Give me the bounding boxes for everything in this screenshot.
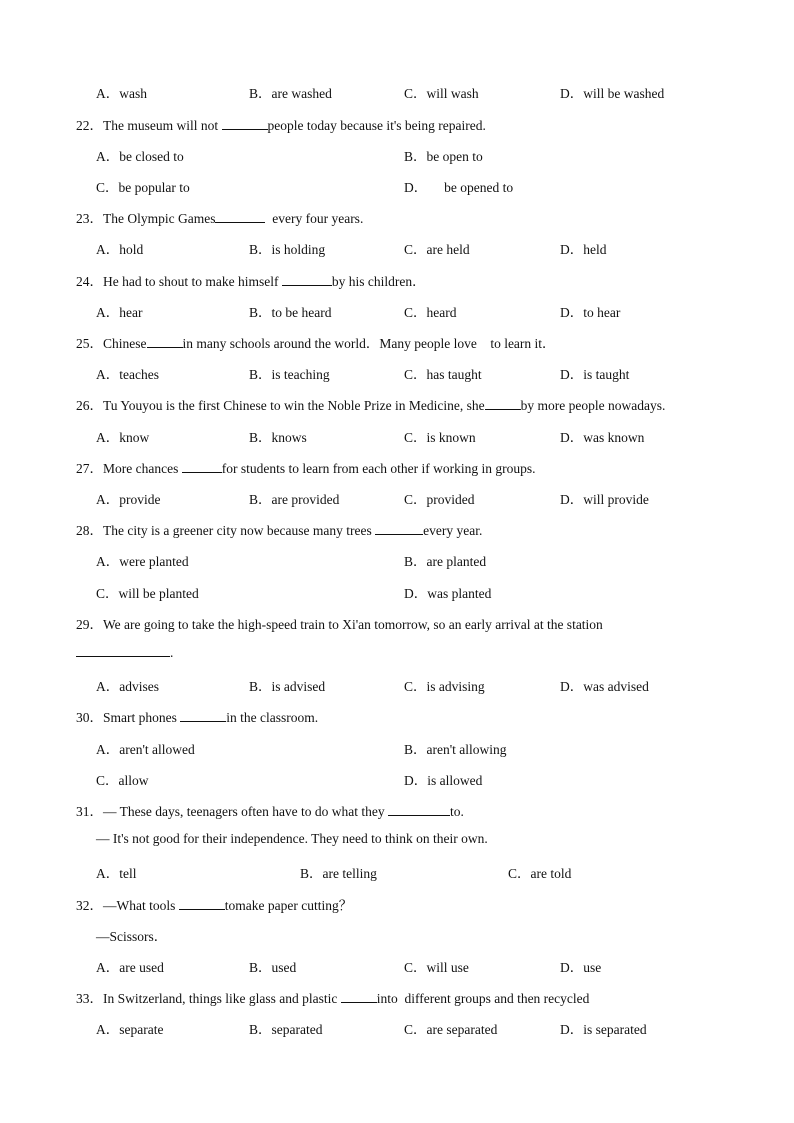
q31-text-pre: 31．— These days, teenagers often have to do what they: [76, 804, 389, 819]
q23-option-b: B．is holding: [249, 242, 326, 257]
q29-option-a: A．advises: [96, 679, 159, 694]
q24-text-post: by his children．: [331, 274, 426, 289]
q22-options-row2: [0, 176, 794, 196]
q21-options: [0, 82, 794, 102]
q30-option-b: B．aren't allowing: [404, 742, 507, 757]
q28-text-pre: 28．The city is a greener city now because many trees: [76, 523, 376, 538]
q25-option-c: C．has taught: [404, 367, 482, 382]
q25-option-a: A．teaches: [96, 367, 159, 382]
q30-options-row2: [0, 769, 794, 789]
q33-option-d: D．is separated: [560, 1022, 647, 1037]
q22-text-pre: 22．The museum will not: [76, 118, 222, 133]
q27-option-b: B．are provided: [249, 492, 340, 507]
q22-option-b: B．be open to: [404, 149, 483, 164]
q32-reply-text: —Scissors．: [96, 929, 168, 944]
q32-text-post: tomake paper cutting？: [224, 898, 353, 913]
q31-option-c: C．are told: [508, 866, 572, 881]
q23-text-post: every four years.: [265, 211, 364, 226]
q24-option-c: C．heard: [404, 305, 457, 320]
q22-option-a: A．be closed to: [96, 149, 184, 164]
q31-text-post: to.: [450, 804, 464, 819]
q33-option-b: B．separated: [249, 1022, 323, 1037]
q24-blank: [282, 273, 332, 286]
q29-option-d: D．was advised: [560, 679, 649, 694]
q32-option-d: D．use: [560, 960, 602, 975]
q32-blank: [179, 897, 225, 910]
q27-text-pre: 27．More chances: [76, 461, 182, 476]
q25-blank: [147, 335, 183, 348]
q32-option-b: B．used: [249, 960, 297, 975]
q32-option-a: A．are used: [96, 960, 164, 975]
q33-text-post: into different groups and then recycled: [376, 991, 590, 1006]
q32-option-c: C．will use: [404, 960, 469, 975]
q32-options: [0, 956, 794, 976]
q31-blank: [388, 803, 450, 816]
q26-stem: [0, 394, 794, 414]
q23-text-pre: 23．The Olympic Games: [76, 211, 216, 226]
q25-text-pre: 25．Chinese: [76, 336, 147, 351]
q31-option-b: B．are telling: [300, 866, 377, 881]
q22-options-row1: [0, 145, 794, 165]
q33-options: [0, 1018, 794, 1038]
q26-options: [0, 426, 794, 446]
q25-option-d: D．is taught: [560, 367, 630, 382]
q22-option-d: D． be opened to: [404, 180, 514, 195]
q33-option-c: C．are separated: [404, 1022, 498, 1037]
q21-option-b: B．are washed: [249, 86, 332, 101]
q29-text-post: .: [170, 645, 174, 660]
q22-blank: [222, 117, 268, 130]
q31-stem: [0, 800, 794, 820]
q26-option-a: A．know: [96, 430, 150, 445]
q29-blank: [76, 644, 170, 657]
q23-option-a: A．hold: [96, 242, 144, 257]
q27-stem: [0, 457, 794, 477]
q25-stem: [0, 332, 794, 352]
q33-stem: [0, 987, 794, 1007]
q26-option-d: D．was known: [560, 430, 645, 445]
q22-stem: [0, 114, 794, 134]
q28-blank: [375, 522, 423, 535]
q26-option-c: C．is known: [404, 430, 476, 445]
q23-stem: [0, 207, 794, 227]
q28-text-post: every year.: [423, 523, 483, 538]
q28-option-c: C．will be planted: [96, 586, 199, 601]
q32-text-pre: 32．—What tools: [76, 898, 179, 913]
q21-option-a: A．wash: [96, 86, 147, 101]
q30-option-c: C．allow: [96, 773, 149, 788]
q33-text-pre: 33．In Switzerland, things like glass and plastic: [76, 991, 341, 1006]
q31-options: [0, 862, 794, 882]
q23-option-c: C．are held: [404, 242, 470, 257]
q28-options-row1: [0, 550, 794, 570]
q28-stem: [0, 519, 794, 539]
q29-options: [0, 675, 794, 695]
q31-dialog-reply: [0, 831, 794, 851]
q27-option-c: C．provided: [404, 492, 475, 507]
q24-stem: [0, 270, 794, 290]
q29-stem-cont: [0, 644, 794, 664]
q23-blank: [215, 210, 265, 223]
q32-stem: [0, 894, 794, 914]
q26-option-b: B．knows: [249, 430, 307, 445]
q25-text-post: in many schools around the world．Many people love to learn it．: [182, 336, 556, 351]
q24-options: [0, 301, 794, 321]
q33-blank: [341, 990, 377, 1003]
q27-options: [0, 488, 794, 508]
q30-options-row1: [0, 738, 794, 758]
q29-stem: [0, 613, 794, 633]
q28-option-b: B．are planted: [404, 554, 487, 569]
q29-text-pre: 29．We are going to take the high-speed train to Xi'an tomorrow, so an early arrival at the station: [76, 617, 603, 632]
q30-stem: [0, 706, 794, 726]
q30-blank: [180, 709, 226, 722]
q21-option-d: D．will be washed: [560, 86, 665, 101]
q25-options: [0, 363, 794, 383]
q31-reply-text: — It's not good for their independence. They need to think on their own.: [96, 831, 488, 846]
q26-text-post: by more people nowadays.: [520, 398, 666, 413]
q28-options-row2: [0, 582, 794, 602]
q25-option-b: B．is teaching: [249, 367, 330, 382]
q28-option-d: D．was planted: [404, 586, 492, 601]
q24-option-a: A．hear: [96, 305, 143, 320]
q30-option-d: D．is allowed: [404, 773, 483, 788]
q30-text-pre: 30．Smart phones: [76, 710, 181, 725]
q30-text-post: in the classroom.: [226, 710, 319, 725]
q23-option-d: D．held: [560, 242, 607, 257]
q29-option-c: C．is advising: [404, 679, 485, 694]
q22-text-post: people today because it's being repaired.: [267, 118, 486, 133]
q23-options: [0, 238, 794, 258]
q27-option-d: D．will provide: [560, 492, 649, 507]
q30-option-a: A．aren't allowed: [96, 742, 195, 757]
q27-text-post: for students to learn from each other if working in groups.: [221, 461, 536, 476]
q32-dialog-reply: [0, 925, 794, 945]
q21-option-c: C．will wash: [404, 86, 479, 101]
q26-text-pre: 26．Tu Youyou is the first Chinese to win the Noble Prize in Medicine, she: [76, 398, 485, 413]
q22-option-c: C．be popular to: [96, 180, 190, 195]
q27-blank: [182, 460, 222, 473]
q28-option-a: A．were planted: [96, 554, 189, 569]
q24-option-b: B．to be heard: [249, 305, 332, 320]
q33-option-a: A．separate: [96, 1022, 164, 1037]
q31-option-a: A．tell: [96, 866, 137, 881]
q29-option-b: B．is advised: [249, 679, 326, 694]
q24-option-d: D．to hear: [560, 305, 621, 320]
q24-text-pre: 24．He had to shout to make himself: [76, 274, 282, 289]
q27-option-a: A．provide: [96, 492, 161, 507]
q26-blank: [485, 397, 521, 410]
